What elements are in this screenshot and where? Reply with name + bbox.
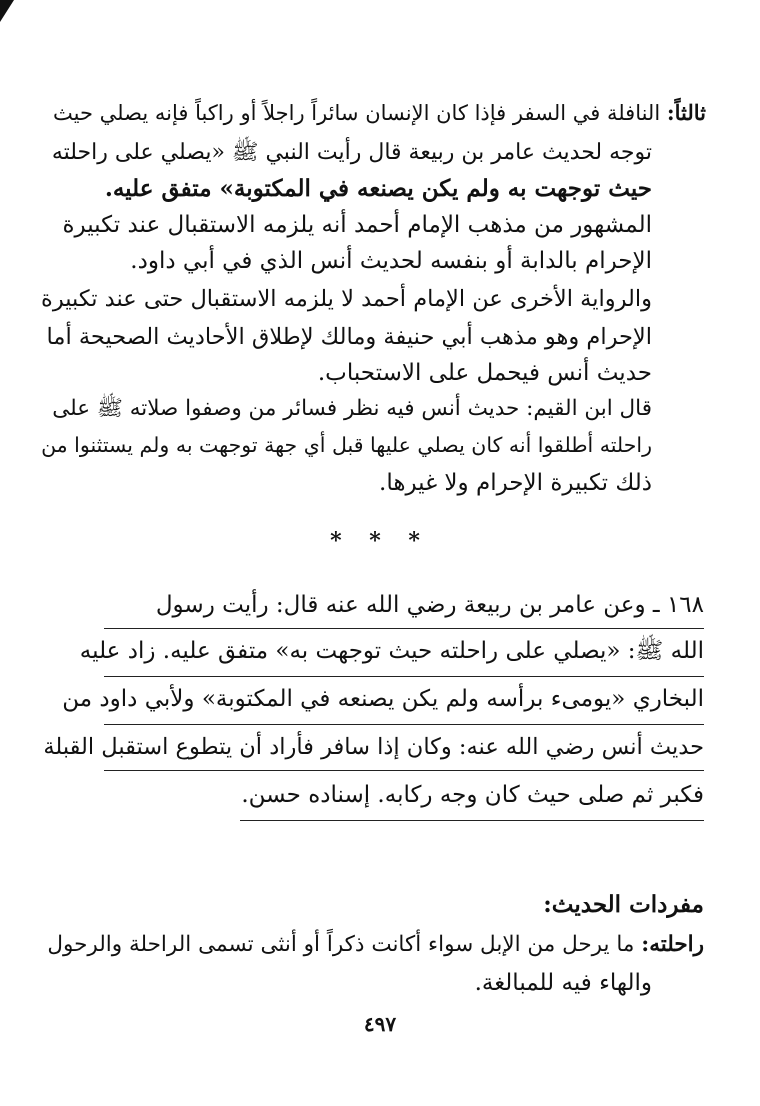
vocabulary-heading: مفردات الحديث:	[543, 891, 704, 918]
commentary-line-7: الإحرام وهو مذهب أبي حنيفة ومالك لإطلاق الأحاديث الصحيحة أما	[46, 324, 652, 350]
vocabulary-line-2: والهاء فيه للمبالغة.	[474, 970, 652, 996]
rule-line	[240, 820, 704, 821]
commentary-line-5: الإحرام بالدابة أو بنفسه لحديث أنس الذي في أبي داود.	[130, 248, 652, 274]
commentary-line-1: ثالثاً: النافلة في السفر فإذا كان الإنسان سائراً راجلاً أو راكباً فإنه يصلي حيث	[53, 100, 706, 125]
vocabulary-line-1: راحلته: ما يرحل من الإبل سواء أكانت ذكراً أو أنثى تسمى الراحلة والرحول	[47, 932, 704, 957]
rule-line	[104, 628, 704, 629]
page-number: ٤٩٧	[363, 1012, 397, 1036]
hadith-line-3: البخاري «يومىء برأسه ولم يكن يصنعه في المكتوبة» ولأبي داود من	[62, 686, 704, 712]
rule-line	[104, 724, 704, 725]
rule-line	[104, 770, 704, 771]
hadith-line-4: حديث أنس رضي الله عنه: وكان إذا سافر فأراد أن يتطوع استقبل القبلة	[43, 734, 704, 760]
commentary-line-10: راحلته أطلقوا أنه كان يصلي عليها قبل أي جهة توجهت به ولم يستثنوا من	[41, 433, 652, 457]
hadith-line-2: الله ﷺ: «يصلي على راحلته حيث توجهت به» متفق عليه. زاد عليه	[79, 638, 704, 664]
commentary-line-9: قال ابن القيم: حديث أنس فيه نظر فسائر من وصفوا صلاته ﷺ على	[52, 396, 652, 421]
rule-line	[104, 676, 704, 677]
commentary-line-8: حديث أنس فيحمل على الاستحباب.	[317, 360, 652, 386]
commentary-line-3: حيث توجهت به ولم يكن يصنعه في المكتوبة» متفق عليه.	[104, 175, 652, 202]
third-point-label: ثالثاً:	[666, 100, 706, 125]
corner-mark	[0, 0, 14, 22]
hadith-line-5: فكبر ثم صلى حيث كان وجه ركابه. إسناده حسن.	[241, 782, 704, 808]
section-separator: * * *	[330, 528, 430, 554]
commentary-line-4: المشهور من مذهب الإمام أحمد أنه يلزمه الاستقبال عند تكبيرة	[62, 212, 652, 238]
commentary-line-2: توجه لحديث عامر بن ربيعة قال رأيت النبي ﷺ «يصلي على راحلته	[51, 140, 652, 165]
vocabulary-term: راحلته:	[641, 932, 704, 957]
commentary-line-6: والرواية الأخرى عن الإمام أحمد لا يلزمه الاستقبال حتى عند تكبيرة	[41, 286, 652, 312]
commentary-line-11: ذلك تكبيرة الإحرام ولا غيرها.	[379, 470, 652, 496]
hadith-line-1: ١٦٨ ـ وعن عامر بن ربيعة رضي الله عنه قال: رأيت رسول	[155, 592, 704, 618]
